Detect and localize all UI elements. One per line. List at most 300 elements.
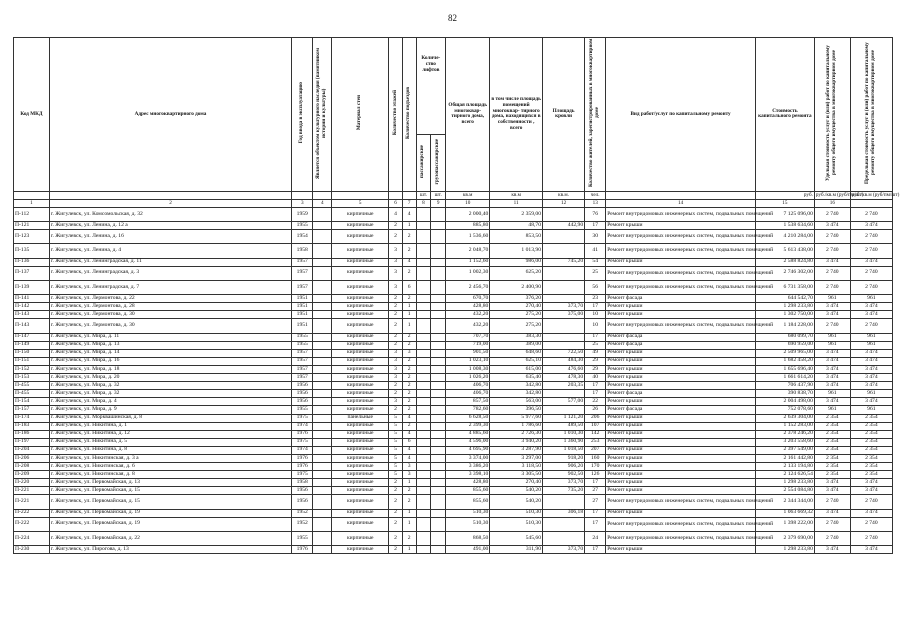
row-total-area: 510,30 <box>446 517 490 531</box>
row-cargo-elevators <box>431 382 446 390</box>
header-wall: Материал стен <box>356 95 363 131</box>
row-floors: 5 <box>389 471 403 479</box>
table-row <box>14 487 893 495</box>
row-roof-area: 577,00 <box>543 398 585 406</box>
row-address: г. Жигулевск, ул. Никитинская, д. 3 а <box>49 454 291 462</box>
row-address: г. Жигулевск, ул. Лермонтова, д. 30 <box>49 319 291 333</box>
header-elevators: Количе- ство лифтов <box>416 38 446 135</box>
header-cost: Стоимость капитального ремонта <box>755 38 814 192</box>
row-cargo-elevators <box>431 244 446 258</box>
row-cargo-elevators <box>431 479 446 487</box>
row-wall: кирпичные <box>332 333 389 341</box>
row-limit-cost: 3 474 <box>850 357 892 365</box>
row-floors: 3 <box>389 280 403 294</box>
col-number: 9 <box>431 199 446 207</box>
row-works: Ремонт внутридомовых инженерных систем, подвальных помещений <box>606 230 756 244</box>
row-incl-area: 396,50 <box>490 406 543 414</box>
row-year: 1951 <box>292 303 313 311</box>
row-heritage <box>313 244 332 258</box>
row-kod: П-220 <box>14 479 50 487</box>
row-cost: 1 302 750,00 <box>755 311 814 319</box>
row-limit-cost: 3 474 <box>850 487 892 495</box>
row-year: 1951 <box>292 311 313 319</box>
row-year: 1958 <box>292 244 313 258</box>
row-incl-area: 342,80 <box>490 382 543 390</box>
row-year: 1976 <box>292 463 313 471</box>
row-roof-area: 722,50 <box>543 349 585 357</box>
row-pass-elevators <box>416 280 431 294</box>
row-floors: 2 <box>389 406 403 414</box>
row-entrances: 2 <box>402 266 416 280</box>
row-address: г. Жигулевск, ул. Мира, д. 32 <box>49 390 291 398</box>
row-cost: 7 125 096,00 <box>755 207 814 221</box>
row-floors: 2 <box>389 487 403 495</box>
row-roof-area: 1 360,90 <box>543 438 585 446</box>
row-limit-cost: 3 474 <box>850 479 892 487</box>
row-total-area: 1 008,30 <box>446 365 490 373</box>
row-entrances: 6 <box>402 280 416 294</box>
row-roof-area <box>543 230 585 244</box>
row-residents: 49 <box>585 349 606 357</box>
row-pass-elevators <box>416 454 431 462</box>
row-spec-cost: 3 474 <box>814 546 850 554</box>
row-cost: 752 078,60 <box>755 406 814 414</box>
row-total-area: 3 386,20 <box>446 463 490 471</box>
row-pass-elevators <box>416 471 431 479</box>
row-spec-cost: 3 474 <box>814 509 850 517</box>
table-row <box>14 406 893 414</box>
row-cost: 390 838,70 <box>755 390 814 398</box>
table-row <box>14 230 893 244</box>
row-works: Ремонт крыши <box>606 357 756 365</box>
row-spec-cost: 3 474 <box>814 258 850 266</box>
row-pass-elevators <box>416 303 431 311</box>
row-cargo-elevators <box>431 357 446 365</box>
row-pass-elevators <box>416 479 431 487</box>
row-floors: 2 <box>389 333 403 341</box>
row-total-area: 3 374,00 <box>446 454 490 462</box>
header-roof-area: Площадь кровли <box>543 38 585 192</box>
row-year: 1954 <box>292 230 313 244</box>
row-kod: П-150 <box>14 349 50 357</box>
row-total-area: 782,60 <box>446 406 490 414</box>
row-total-area: 432,20 <box>446 311 490 319</box>
row-address: г. Жигулевск, ул. Никитина, д. 12 <box>49 430 291 438</box>
row-works: Ремонт крыши <box>606 463 756 471</box>
row-cargo-elevators <box>431 406 446 414</box>
row-incl-area: 540,20 <box>490 495 543 509</box>
row-kod: П-221 <box>14 495 50 509</box>
row-limit-cost: 2 354 <box>850 463 892 471</box>
row-floors: 3 <box>389 365 403 373</box>
row-entrances: 2 <box>402 495 416 509</box>
row-spec-cost: 2 354 <box>814 471 850 479</box>
row-address: г. Жигулевск, ул. Морквашинская, д. 8 <box>49 414 291 422</box>
row-entrances: 1 <box>402 311 416 319</box>
row-floors: 4 <box>389 207 403 221</box>
row-incl-area: 5 977,60 <box>490 414 543 422</box>
row-total-area: 1 002,30 <box>446 266 490 280</box>
row-incl-area: 635,40 <box>490 374 543 382</box>
row-pass-elevators <box>416 517 431 531</box>
row-cargo-elevators <box>431 390 446 398</box>
units-row <box>14 191 893 199</box>
row-year: 1957 <box>292 280 313 294</box>
row-floors: 2 <box>389 230 403 244</box>
row-spec-cost: 2 740 <box>814 280 850 294</box>
row-works: Ремонт внутридомовых инженерных систем, подвальных помещений <box>606 517 756 531</box>
row-address: г. Жигулевск, ул. Ленина, д. 16 <box>49 230 291 244</box>
table-row <box>14 382 893 390</box>
row-residents: 27 <box>585 487 606 495</box>
table-row <box>14 341 893 349</box>
row-total-area: 1 023,10 <box>446 357 490 365</box>
row-spec-cost: 2 740 <box>814 207 850 221</box>
row-entrances: 4 <box>402 430 416 438</box>
row-pass-elevators <box>416 244 431 258</box>
header-residents: Количество жителей, зарегистрированных в многоквартирном доме <box>588 38 601 188</box>
unit-sqm: кв.м <box>490 191 543 199</box>
row-entrances: 2 <box>402 374 416 382</box>
row-address: г. Жигулевск, ул. Первомайская, д. 15 <box>49 487 291 495</box>
row-entrances: 4 <box>402 414 416 422</box>
row-pass-elevators <box>416 258 431 266</box>
row-entrances: 1 <box>402 517 416 531</box>
row-spec-cost: 2 740 <box>814 319 850 333</box>
row-wall: кирпичные <box>332 517 389 531</box>
row-cargo-elevators <box>431 365 446 373</box>
row-heritage <box>313 517 332 531</box>
row-limit-cost: 3 474 <box>850 546 892 554</box>
row-limit-cost: 3 474 <box>850 374 892 382</box>
row-kod: П-112 <box>14 207 50 221</box>
row-residents: 25 <box>585 266 606 280</box>
row-roof-area <box>543 531 585 545</box>
row-residents: 41 <box>585 244 606 258</box>
row-limit-cost: 2 354 <box>850 446 892 454</box>
row-heritage <box>313 446 332 454</box>
row-cost: 2 378 246,20 <box>755 430 814 438</box>
row-limit-cost: 2 740 <box>850 319 892 333</box>
unit-sqm: кв.м <box>446 191 490 199</box>
row-address: г. Жигулевск, ул. Лермонтова, д. 22 <box>49 295 291 303</box>
row-limit-cost: 2 354 <box>850 414 892 422</box>
row-wall: кирпичные <box>332 446 389 454</box>
row-year: 1974 <box>292 422 313 430</box>
row-works: Ремонт крыши <box>606 258 756 266</box>
row-pass-elevators <box>416 349 431 357</box>
row-spec-cost: 2 740 <box>814 230 850 244</box>
row-year: 1976 <box>292 546 313 554</box>
row-incl-area: 510,30 <box>490 509 543 517</box>
row-entrances: 2 <box>402 333 416 341</box>
row-roof-area <box>543 390 585 398</box>
row-cargo-elevators <box>431 422 446 430</box>
row-residents: 17 <box>585 509 606 517</box>
row-cost: 644 542,70 <box>755 295 814 303</box>
col-number: 11 <box>490 199 543 207</box>
row-works: Ремонт внутридомовых инженерных систем, подвальных помещений <box>606 244 756 258</box>
row-entrances: 6 <box>402 438 416 446</box>
table-row <box>14 414 893 422</box>
row-residents: 25 <box>585 341 606 349</box>
row-wall: кирпичные <box>332 463 389 471</box>
row-total-area: 1 026,20 <box>446 374 490 382</box>
row-cost: 2 379 690,00 <box>755 531 814 545</box>
row-address: г. Жигулевск, ул. Лермонтова, д. 30 <box>49 311 291 319</box>
row-cargo-elevators <box>431 258 446 266</box>
table-row <box>14 349 893 357</box>
row-wall: кирпичные <box>332 390 389 398</box>
row-pass-elevators <box>416 311 431 319</box>
row-address: г. Жигулевск, ул. Мира, д. 4 <box>49 398 291 406</box>
row-roof-area: 478,30 <box>543 374 585 382</box>
row-entrances: 2 <box>402 398 416 406</box>
table-row <box>14 471 893 479</box>
row-works: Ремонт фасада <box>606 333 756 341</box>
row-year: 1975 <box>292 414 313 422</box>
row-cost: 2 639 304,00 <box>755 414 814 422</box>
table-row <box>14 446 893 454</box>
row-residents: 23 <box>585 295 606 303</box>
row-residents: 207 <box>585 446 606 454</box>
header-kod: Код МКД <box>14 38 50 192</box>
row-floors: 3 <box>389 398 403 406</box>
row-floors: 2 <box>389 390 403 398</box>
row-address: г. Жигулевск, ул. Мира, д. 32 <box>49 382 291 390</box>
row-wall: кирпичные <box>332 454 389 462</box>
row-incl-area: 615,00 <box>490 365 543 373</box>
table-row <box>14 463 893 471</box>
row-wall: кирпичные <box>332 374 389 382</box>
row-residents: 40 <box>585 374 606 382</box>
row-spec-cost: 3 474 <box>814 222 850 230</box>
table-row <box>14 517 893 531</box>
row-year: 1957 <box>292 365 313 373</box>
row-pass-elevators <box>416 374 431 382</box>
col-number: 16 <box>814 199 850 207</box>
row-heritage <box>313 319 332 333</box>
row-incl-area: 270,40 <box>490 479 543 487</box>
row-works: Ремонт крыши <box>606 303 756 311</box>
row-spec-cost: 2 354 <box>814 463 850 471</box>
row-spec-cost: 2 740 <box>814 517 850 531</box>
row-wall: кирпичные <box>332 349 389 357</box>
row-roof-area: 203,35 <box>543 382 585 390</box>
row-cargo-elevators <box>431 487 446 495</box>
row-spec-cost: 961 <box>814 341 850 349</box>
row-floors: 5 <box>389 438 403 446</box>
row-cost: 2 746 302,00 <box>755 266 814 280</box>
row-spec-cost: 3 474 <box>814 479 850 487</box>
row-kod: П-142 <box>14 303 50 311</box>
row-pass-elevators <box>416 357 431 365</box>
row-limit-cost: 3 474 <box>850 382 892 390</box>
row-heritage <box>313 509 332 517</box>
col-number: 7 <box>402 199 416 207</box>
row-cargo-elevators <box>431 446 446 454</box>
row-residents: 26 <box>585 406 606 414</box>
table-row <box>14 422 893 430</box>
row-incl-area: 270,40 <box>490 303 543 311</box>
row-entrances: 2 <box>402 390 416 398</box>
row-address: г. Жигулевск, ул. Ленинградская, д. 11 <box>49 258 291 266</box>
unit-rub-sqm: руб./кв.м (руб/пм/шт) <box>815 191 864 198</box>
row-year: 1955 <box>292 341 313 349</box>
row-residents: 17 <box>585 546 606 554</box>
row-total-area: 428,80 <box>446 479 490 487</box>
row-total-area: 670,70 <box>446 295 490 303</box>
row-address: г. Жигулевск, ул. Ленинградская, д. 3 <box>49 266 291 280</box>
row-works: Ремонт крыши <box>606 374 756 382</box>
row-residents: 17 <box>585 479 606 487</box>
header-cargo-elevators: грузопассажирские <box>434 138 441 185</box>
row-total-area: 406,70 <box>446 390 490 398</box>
row-works: Ремонт крыши <box>606 546 756 554</box>
row-kod: П-208 <box>14 463 50 471</box>
col-number: 2 <box>49 199 291 207</box>
row-limit-cost: 3 474 <box>850 398 892 406</box>
row-roof-area <box>543 280 585 294</box>
row-incl-area: 853,50 <box>490 230 543 244</box>
row-roof-area: 1 121,20 <box>543 414 585 422</box>
row-wall: кирпичные <box>332 479 389 487</box>
col-number: 8 <box>416 199 431 207</box>
column-numbers-row <box>14 199 893 207</box>
row-works: Ремонт внутридомовых инженерных систем, подвальных помещений <box>606 266 756 280</box>
row-incl-area: 48,70 <box>490 222 543 230</box>
row-pass-elevators <box>416 207 431 221</box>
row-year: 1955 <box>292 531 313 545</box>
row-cargo-elevators <box>431 531 446 545</box>
row-cost: 706 437,90 <box>755 382 814 390</box>
row-pass-elevators <box>416 438 431 446</box>
row-total-area: 6 628,50 <box>446 414 490 422</box>
row-limit-cost: 3 474 <box>850 349 892 357</box>
row-cost: 690 959,00 <box>755 341 814 349</box>
row-total-area: 901,50 <box>446 349 490 357</box>
row-cost: 1 398 222,00 <box>755 517 814 531</box>
row-kod: П-204 <box>14 446 50 454</box>
row-cost: 2 509 965,00 <box>755 349 814 357</box>
row-entrances: 2 <box>402 365 416 373</box>
row-cost: 2 344 344,00 <box>755 495 814 509</box>
row-spec-cost: 3 474 <box>814 311 850 319</box>
row-limit-cost: 961 <box>850 333 892 341</box>
row-residents: 10 <box>585 319 606 333</box>
row-roof-area: 489,50 <box>543 422 585 430</box>
table-row <box>14 479 893 487</box>
row-incl-area: 3 287,90 <box>490 446 543 454</box>
row-address: г. Жигулевск, ул. Мира, д. 16 <box>49 357 291 365</box>
row-incl-area: 311,90 <box>490 546 543 554</box>
row-kod: П-455 <box>14 390 50 398</box>
header-entrances: Количество подъездов <box>405 87 412 139</box>
row-roof-area <box>543 244 585 258</box>
row-roof-area: 1 018,50 <box>543 446 585 454</box>
row-wall: кирпичные <box>332 422 389 430</box>
row-residents: 17 <box>585 390 606 398</box>
row-limit-cost: 961 <box>850 390 892 398</box>
row-year: 1955 <box>292 333 313 341</box>
row-spec-cost: 3 474 <box>814 487 850 495</box>
row-heritage <box>313 546 332 554</box>
row-residents: 54 <box>585 258 606 266</box>
row-wall: кирпичные <box>332 546 389 554</box>
row-wall: кирпичные <box>332 258 389 266</box>
row-address: г. Жигулевск, ул. Первомайская, д. 19 <box>49 509 291 517</box>
row-floors: 2 <box>389 479 403 487</box>
row-wall: кирпичные <box>332 406 389 414</box>
row-wall: кирпичные <box>332 280 389 294</box>
row-incl-area: 342,80 <box>490 390 543 398</box>
row-year: 1974 <box>292 446 313 454</box>
row-pass-elevators <box>416 430 431 438</box>
row-kod: П-135 <box>14 244 50 258</box>
table-row <box>14 258 893 266</box>
row-pass-elevators <box>416 365 431 373</box>
row-incl-area: 540,20 <box>490 487 543 495</box>
row-heritage <box>313 422 332 430</box>
row-wall: кирпичные <box>332 319 389 333</box>
row-roof-area: 484,30 <box>543 357 585 365</box>
row-cargo-elevators <box>431 311 446 319</box>
row-roof-area <box>543 319 585 333</box>
row-pass-elevators <box>416 463 431 471</box>
row-limit-cost: 2 354 <box>850 422 892 430</box>
row-year: 1955 <box>292 406 313 414</box>
col-number: 6 <box>389 199 403 207</box>
row-limit-cost: 3 474 <box>850 258 892 266</box>
row-works: Ремонт фасада <box>606 390 756 398</box>
row-entrances: 1 <box>402 222 416 230</box>
row-wall: кирпичные <box>332 244 389 258</box>
row-cargo-elevators <box>431 319 446 333</box>
header-spec-cost: Удельная стоимость услуг и (или) работ по капитальному ремонту общего имущества в многоквартирном доме <box>825 45 838 181</box>
row-year: 1956 <box>292 390 313 398</box>
row-entrances: 1 <box>402 509 416 517</box>
unit-sqm: кв.м. <box>543 191 585 199</box>
row-entrances: 4 <box>402 454 416 462</box>
table-row <box>14 357 893 365</box>
row-entrances: 2 <box>402 406 416 414</box>
row-pass-elevators <box>416 390 431 398</box>
row-limit-cost: 3 474 <box>850 311 892 319</box>
row-cargo-elevators <box>431 546 446 554</box>
row-year: 1951 <box>292 319 313 333</box>
row-floors: 2 <box>389 531 403 545</box>
row-wall: кирпичные <box>332 531 389 545</box>
row-roof-area: 306,18 <box>543 509 585 517</box>
row-kod: П-147 <box>14 333 50 341</box>
row-residents: 17 <box>585 303 606 311</box>
row-heritage <box>313 357 332 365</box>
row-roof-area: 735,20 <box>543 487 585 495</box>
row-address: г. Жигулевск, ул. Мира, д. 9 <box>49 406 291 414</box>
row-kod: П-222 <box>14 509 50 517</box>
row-spec-cost: 961 <box>814 406 850 414</box>
row-roof-area <box>543 406 585 414</box>
table-row <box>14 430 893 438</box>
row-year: 1976 <box>292 430 313 438</box>
row-spec-cost: 3 474 <box>814 374 850 382</box>
row-residents: 29 <box>585 365 606 373</box>
col-number: 14 <box>606 199 756 207</box>
row-total-area: 855,60 <box>446 487 490 495</box>
row-kod: П-137 <box>14 266 50 280</box>
col-number: 3 <box>292 199 313 207</box>
row-roof-area <box>543 207 585 221</box>
